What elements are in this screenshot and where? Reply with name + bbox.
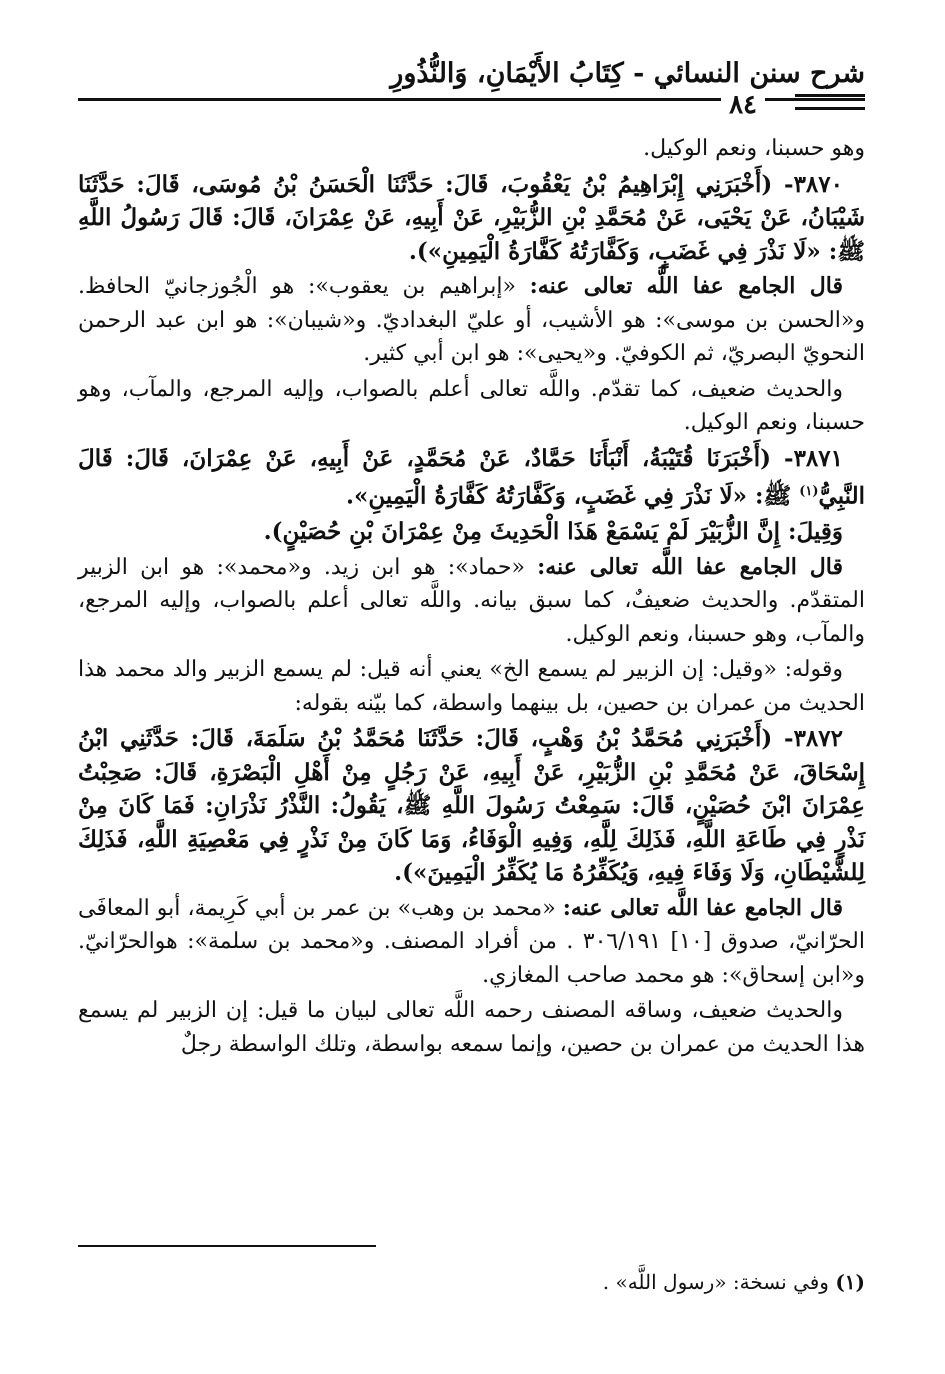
commentary-heading: قال الجامع عفا اللَّه تعالى عنه:: [529, 273, 843, 299]
ruling-3872: والحديث ضعيف، وساقه المصنف رحمه اللَّه تعالى لبيان ما قيل: إن الزبير لم يسمع هذا الحديث من عمران بن حصين، وإنما سمعه بواسطة، وتلك الواسطة رجلٌ: [78, 998, 865, 1057]
footnote-separator: [78, 1245, 376, 1247]
header-rule-double: [795, 94, 865, 110]
header-title: شرح سنن النسائي - كِتَابُ الأَيْمَانِ، وَالنُّذُورِ: [390, 58, 865, 89]
explanation-3871: وقوله: «وقيل: إن الزبير لم يسمع الخ» يعني أنه قيل: لم يسمع الزبير والد محمد هذا الحديث من عمران بن حصين، بل بينهما واسطة، كما بيّنه بقوله:: [78, 657, 865, 716]
commentary-heading: قال الجامع عفا اللَّه تعالى عنه:: [537, 553, 843, 580]
ruling-3870: والحديث ضعيف، كما تقدّم. واللَّه تعالى أعلم بالصواب، وإليه المرجع، والمآب، وهو حسبنا، ونعم الوكيل.: [78, 376, 865, 435]
hadith-3871-text: ٣٨٧١- (أَخْبَرَنَا قُتَيْبَةُ، أَنْبَأَنَا حَمَّادٌ، عَنْ مُحَمَّدٍ، عَنْ أَبِيهِ، عَنْ عِمْرَانَ، قَالَ: قَالَ النَّبِيُّ: [78, 444, 865, 510]
hadith-3872: ٣٨٧٢- (أَخْبَرَنِي مُحَمَّدُ بْنُ وَهْبٍ، قَالَ: حَدَّثَنَا مُحَمَّدُ بْنُ سَلَمَةَ، قَالَ: حَدَّثَنِي ابْنُ إِسْحَاقَ، عَنْ مُحَمَّدِ بْنِ الزُّبَيْرِ، عَنْ أَبِيهِ، عَنْ رَجُلٍ مِنْ أَهْلِ الْبَصْرَةِ، قَالَ: صَحِبْتُ عِمْرَانَ ابْنَ حُصَيْنٍ، قَالَ: سَمِعْتُ رَسُولَ اللَّهِ ﷺ، يَقُولُ: النَّذْرُ نَذْرَانِ: فَمَا كَانَ مِنْ نَذْرٍ فِي طَاعَةِ اللَّهِ، فَذَلِكَ لِلَّهِ، وَفِيهِ الْوَفَاءُ، وَمَا كَانَ مِنْ نَذْرٍ فِي مَعْصِيَةِ اللَّهِ، فَذَلِكَ لِلشَّيْطَانِ، وَلَا وَفَاءَ فِيهِ، وَيُكَفِّرُهُ مَا يُكَفِّرُ الْيَمِينَ»).: [78, 725, 865, 887]
commentary-text: «محمد بن وهب» بن عمر بن أبي كَرِيمة، أبو المعافَى الحرّانيّ، صدوق [١٠] ٣٠٦/١٩١ . من أفراد المصنف. و«محمد بن سلمة»: هوالحرّانيّ. و«ابن إسحاق»: هو محمد صاحب المغازي.: [78, 895, 865, 988]
commentary-3870: [78, 270, 865, 371]
hadith-3871-note: وَقِيلَ: إِنَّ الزُّبَيْرَ لَمْ يَسْمَعْ هَذَا الْحَدِيثَ مِنْ عِمْرَانَ بْنِ حُصَيْنٍ).: [263, 518, 843, 546]
footnote: [78, 1268, 865, 1296]
commentary-3872: [78, 892, 865, 993]
hadith-3870: ٣٨٧٠- (أَخْبَرَنِي إِبْرَاهِيمُ بْنُ يَعْقُوبَ، قَالَ: حَدَّثَنَا الْحَسَنُ بْنُ مُوسَى، قَالَ: حَدَّثَنَا شَيْبَانُ، عَنْ يَحْيَى، عَنْ مُحَمَّدِ بْنِ الزُّبَيْرِ، عَنْ أَبِيهِ، عَنْ عِمْرَانَ، قَالَ: قَالَ رَسُولُ اللَّهِ ﷺ: «لَا نَذْرَ فِي غَضَبٍ، وَكَفَّارَتُهُ كَفَّارَةُ الْيَمِينِ»).: [78, 170, 865, 265]
commentary-heading: قال الجامع عفا اللَّه تعالى عنه:: [562, 894, 843, 921]
footnote-mark: (١): [835, 1270, 865, 1294]
commentary-3871: [78, 551, 865, 652]
commentary-text: «حماد»: هو ابن زيد. و«محمد»: هو ابن الزبير المتقدّم. والحديث ضعيفٌ، كما سبق بيانه. واللَّه تعالى أعلم بالصواب، وإليه المرجع، والمآب، وهو حسبنا، ونعم الوكيل.: [78, 554, 865, 647]
running-header: [78, 58, 865, 120]
main-text: [78, 132, 865, 1063]
footnote-ref[interactable]: (١): [799, 484, 819, 499]
commentary-text: «إبراهيم بن يعقوب»: هو الْجُوزجانيّ الحافظ. و«الحسن بن موسى»: هو الأشيب، أو عليّ البغداديّ. و«شيبان»: هو ابن عبد الرحمن النحويّ البصريّ، ثم الكوفيّ. و«يحيى»: هو ابن أبي كثير.: [78, 274, 865, 366]
closing-phrase: وهو حسبنا، ونعم الوكيل.: [643, 136, 865, 161]
footnote-text: وفي نسخة: «رسول اللَّه» .: [602, 1270, 829, 1294]
page-number: ٨٤: [721, 90, 765, 120]
hadith-3871-text-end: ﷺ: «لَا نَذْرَ فِي غَضَبٍ، وَكَفَّارَتُهُ كَفَّارَةُ الْيَمِينِ».: [345, 482, 800, 510]
hadith-3871: [78, 442, 865, 514]
